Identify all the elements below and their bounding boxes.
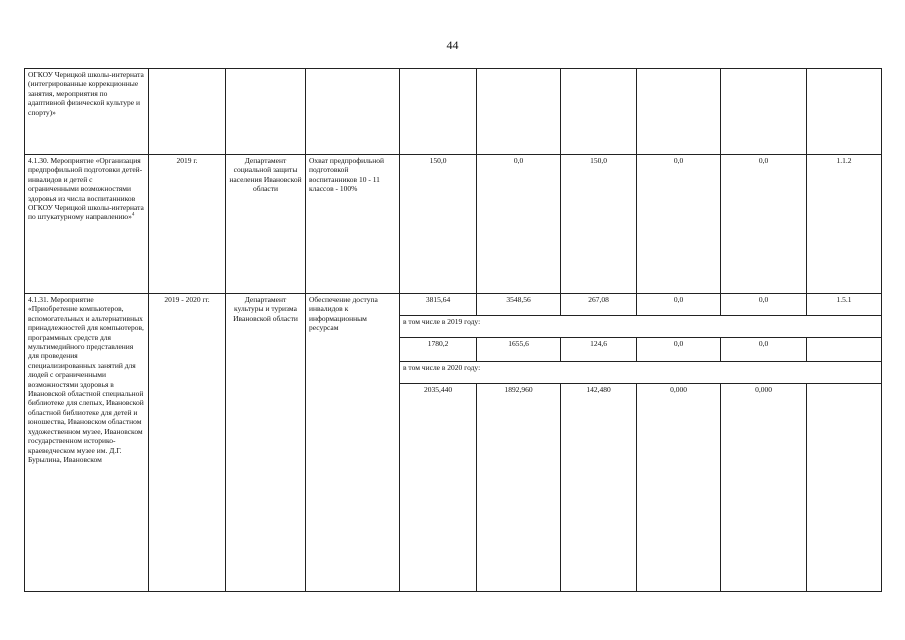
value-cell: 267,08 <box>561 294 637 316</box>
activity-name-cell: ОГКОУ Черицкой школы-интерната (интегрированные коррекционные занятия, мероприятия по адаптивной физической культуре и спорту)» <box>25 69 149 155</box>
subheader-2019: в том числе в 2019 году: <box>400 316 882 338</box>
activity-name-text: 4.1.30. Мероприятие «Организация предпрофильной подготовки детей-инвалидов и детей с ограниченными возможностями здоровья из числа воспитанников ОГКОУ Черицкой школы-интерната по штукатурному направлению» <box>28 156 144 222</box>
indicator-cell: Обеспечение доступа инвалидов к информационным ресурсам <box>306 294 400 592</box>
indicator-cell: Охват предпрофильной подготовкой воспитанников 10 - 11 классов - 100% <box>306 155 400 294</box>
period-cell: 2019 - 2020 гг. <box>149 294 226 592</box>
value-cell: 1892,960 <box>477 384 561 592</box>
value-cell: 0,0 <box>637 338 721 362</box>
value-total-cell: 3815,64 <box>400 294 477 316</box>
table-row-continuation <box>25 69 882 155</box>
value-cell: 0,000 <box>637 384 721 592</box>
activity-name-cell <box>25 155 149 294</box>
value-total-cell: 150,0 <box>400 155 477 294</box>
activity-name-cell: 4.1.31. Мероприятие «Приобретение компьютеров, вспомогательных и альтернативных принадлежностей для компьютеров, программных средств для мультимедийного представления для проведения специализированных занятий для людей с ограниченными возможностями здоровья в Ивановской областной специальной библиотеке для слепых, Ивановской областной библиотеке для детей и юношества, Ивановском областном художественном музее, Ивановском государственном историко-краеведческом музее им. Д.Г. Бурылина, Ивановском <box>25 294 149 592</box>
value-cell: 3548,56 <box>477 294 561 316</box>
value-cell: 0,000 <box>721 384 807 592</box>
period-cell: 2019 г. <box>149 155 226 294</box>
value-cell: 0,0 <box>637 294 721 316</box>
executor-cell: Департамент культуры и туризма Ивановской области <box>226 294 306 592</box>
indicator-code-cell: 1.1.2 <box>807 155 882 294</box>
value-total-cell: 2035,440 <box>400 384 477 592</box>
subheader-2020: в том числе в 2020 году: <box>400 362 882 384</box>
value-cell: 142,480 <box>561 384 637 592</box>
footnote-mark: 4 <box>131 212 135 218</box>
table-row-4-1-30 <box>25 155 882 294</box>
table-row-4-1-31 <box>25 294 882 316</box>
value-cell: 150,0 <box>561 155 637 294</box>
page-number: 44 <box>446 38 459 52</box>
program-activities-table <box>24 68 882 592</box>
executor-cell: Департамент социальной защиты населения Ивановской области <box>226 155 306 294</box>
value-cell: 0,0 <box>637 155 721 294</box>
value-cell: 124,6 <box>561 338 637 362</box>
value-cell: 0,0 <box>477 155 561 294</box>
value-total-cell: 1780,2 <box>400 338 477 362</box>
value-cell: 0,0 <box>721 338 807 362</box>
value-cell: 1655,6 <box>477 338 561 362</box>
indicator-code-cell: 1.5.1 <box>807 294 882 316</box>
value-cell: 0,0 <box>721 294 807 316</box>
value-cell: 0,0 <box>721 155 807 294</box>
